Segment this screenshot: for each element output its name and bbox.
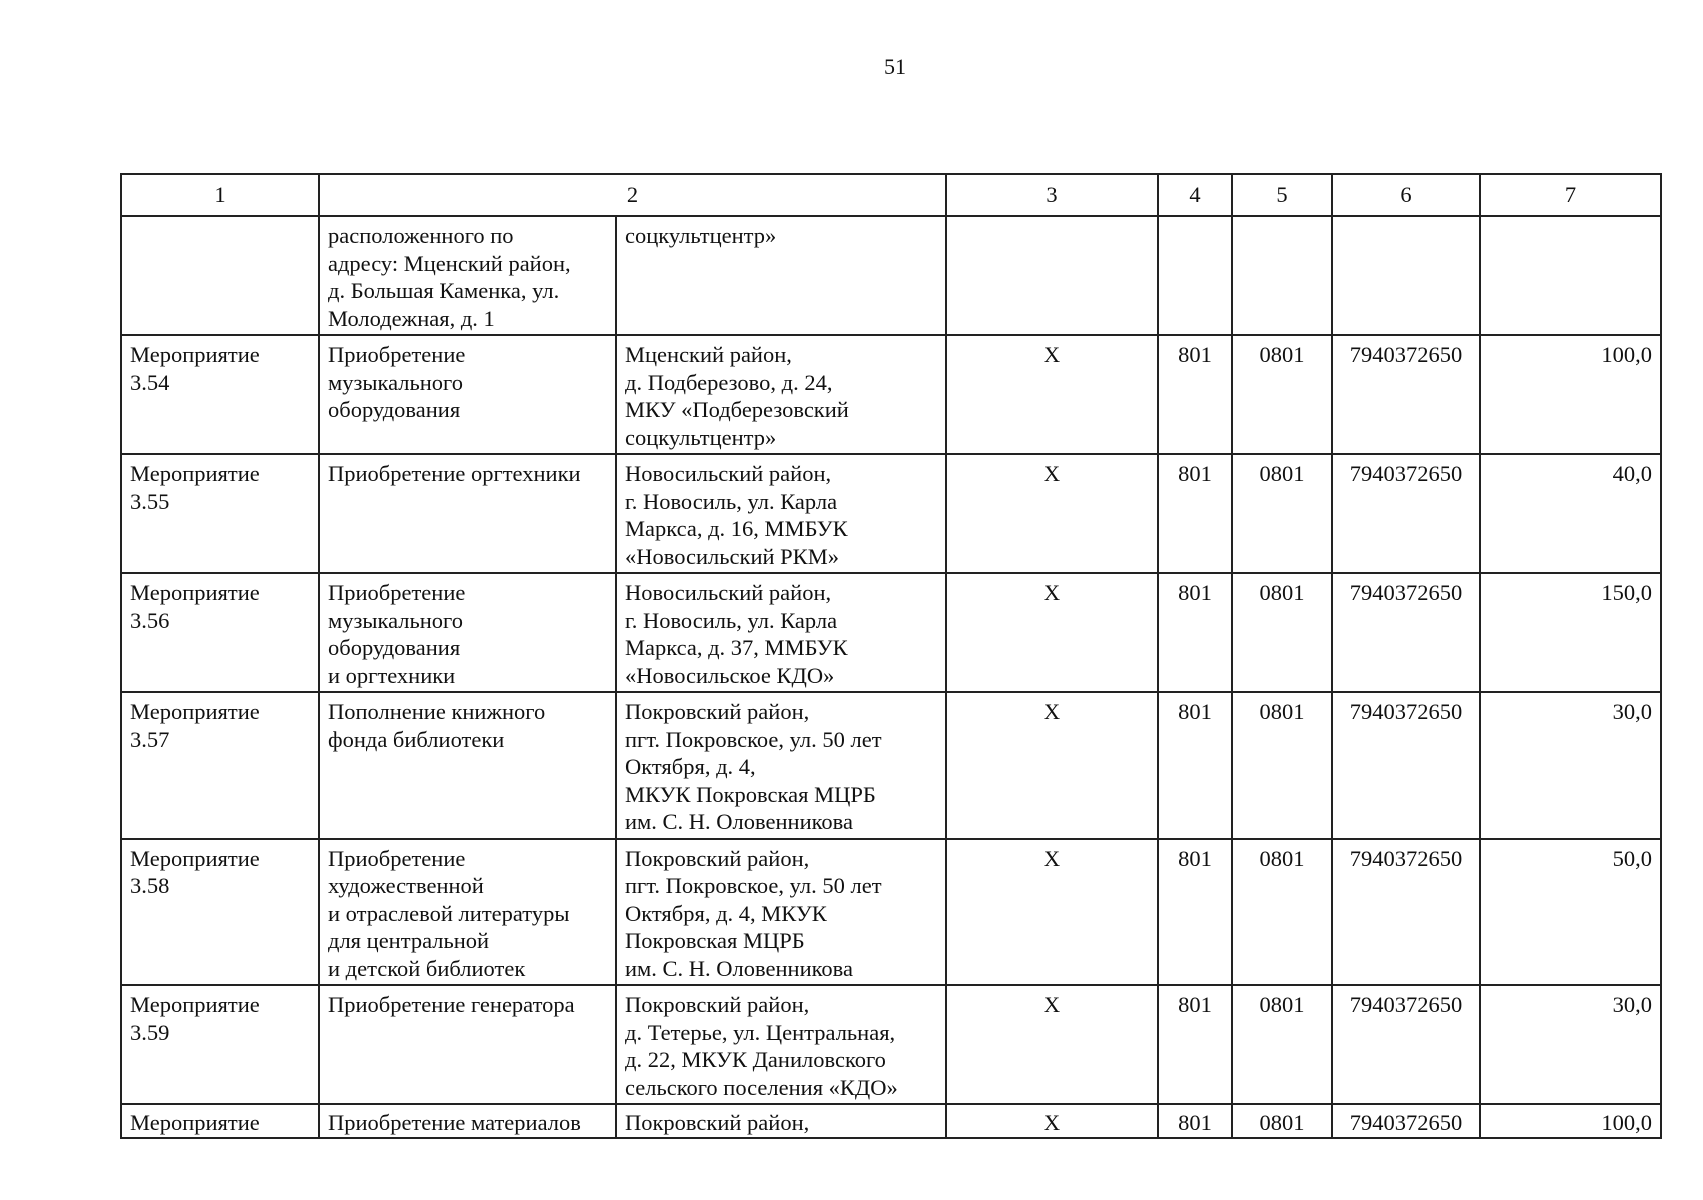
cell-col-3 xyxy=(946,216,1158,335)
table-row xyxy=(121,216,1661,335)
measure-id: Мероприятие 3.55 xyxy=(121,454,319,573)
cell-col-5: 0801 xyxy=(1232,839,1332,986)
cell-col-3: Х xyxy=(946,839,1158,986)
cell-col-6: 7940372650 xyxy=(1332,985,1480,1104)
cell-col-5: 0801 xyxy=(1232,1104,1332,1138)
cell-col-4: 801 xyxy=(1158,1104,1232,1138)
cell-col-5: 0801 xyxy=(1232,573,1332,692)
cell-col-4 xyxy=(1158,216,1232,335)
cell-col-5: 0801 xyxy=(1232,335,1332,454)
measure-id: Мероприятие 3.58 xyxy=(121,839,319,986)
measure-address: Покровский район, д. Тетерье, ул. Центральная, д. 22, МКУК Даниловского сельского поселения «КДО» xyxy=(616,985,946,1104)
header-col-2: 2 xyxy=(319,174,946,216)
table-row xyxy=(121,692,1661,839)
budget-table xyxy=(120,173,1662,1139)
cell-col-6: 7940372650 xyxy=(1332,692,1480,839)
header-col-6: 6 xyxy=(1332,174,1480,216)
header-col-7: 7 xyxy=(1480,174,1661,216)
measure-id: Мероприятие 3.56 xyxy=(121,573,319,692)
cell-col-5 xyxy=(1232,216,1332,335)
header-col-1: 1 xyxy=(121,174,319,216)
measure-address: Покровский район, xyxy=(616,1104,946,1138)
measure-id: Мероприятие 3.54 xyxy=(121,335,319,454)
cell-col-4: 801 xyxy=(1158,573,1232,692)
measure-id xyxy=(121,216,319,335)
cell-col-6 xyxy=(1332,216,1480,335)
measure-name: расположенного по адресу: Мценский район, д. Большая Каменка, ул. Молодежная, д. 1 xyxy=(319,216,616,335)
table-row xyxy=(121,1104,1661,1138)
cell-col-6: 7940372650 xyxy=(1332,1104,1480,1138)
cell-col-4: 801 xyxy=(1158,692,1232,839)
measure-id: Мероприятие 3.59 xyxy=(121,985,319,1104)
cell-col-4: 801 xyxy=(1158,454,1232,573)
measure-address: Мценский район, д. Подберезово, д. 24, МКУ «Подберезовский соцкультцентр» xyxy=(616,335,946,454)
cell-col-7: 150,0 xyxy=(1480,573,1661,692)
measure-id: Мероприятие 3.57 xyxy=(121,692,319,839)
table-row xyxy=(121,335,1661,454)
cell-col-7: 100,0 xyxy=(1480,335,1661,454)
cell-col-7: 50,0 xyxy=(1480,839,1661,986)
measure-address: Покровский район, пгт. Покровское, ул. 50 лет Октября, д. 4, МКУК Покровская МЦРБ им. С. Н. Оловенникова xyxy=(616,692,946,839)
cell-col-7: 40,0 xyxy=(1480,454,1661,573)
cell-col-6: 7940372650 xyxy=(1332,335,1480,454)
cell-col-4: 801 xyxy=(1158,985,1232,1104)
measure-name: Приобретение музыкального оборудования и оргтехники xyxy=(319,573,616,692)
header-row xyxy=(121,174,1661,216)
page-number: 51 xyxy=(884,54,906,79)
table-row xyxy=(121,839,1661,986)
measure-name: Приобретение оргтехники xyxy=(319,454,616,573)
cell-col-3: Х xyxy=(946,692,1158,839)
cell-col-7: 30,0 xyxy=(1480,692,1661,839)
cell-col-7: 30,0 xyxy=(1480,985,1661,1104)
table-row xyxy=(121,454,1661,573)
cell-col-6: 7940372650 xyxy=(1332,839,1480,986)
cell-col-3: Х xyxy=(946,335,1158,454)
cell-col-5: 0801 xyxy=(1232,985,1332,1104)
table-row xyxy=(121,573,1661,692)
cell-col-7: 100,0 xyxy=(1480,1104,1661,1138)
measure-name: Приобретение генератора xyxy=(319,985,616,1104)
measure-id: Мероприятие xyxy=(121,1104,319,1138)
measure-address: Покровский район, пгт. Покровское, ул. 50 лет Октября, д. 4, МКУК Покровская МЦРБ им. С. Н. Оловенникова xyxy=(616,839,946,986)
cell-col-3: Х xyxy=(946,985,1158,1104)
measure-address: Новосильский район, г. Новосиль, ул. Карла Маркса, д. 16, ММБУК «Новосильский РКМ» xyxy=(616,454,946,573)
cell-col-3: Х xyxy=(946,573,1158,692)
cell-col-6: 7940372650 xyxy=(1332,454,1480,573)
measure-name: Приобретение художественной и отраслевой литературы для центральной и детской библиотек xyxy=(319,839,616,986)
cell-col-4: 801 xyxy=(1158,335,1232,454)
header-col-5: 5 xyxy=(1232,174,1332,216)
measure-address: соцкультцентр» xyxy=(616,216,946,335)
table-row xyxy=(121,985,1661,1104)
measure-name: Приобретение музыкального оборудования xyxy=(319,335,616,454)
header-col-3: 3 xyxy=(946,174,1158,216)
cell-col-4: 801 xyxy=(1158,839,1232,986)
measure-name: Приобретение материалов xyxy=(319,1104,616,1138)
measure-address: Новосильский район, г. Новосиль, ул. Карла Маркса, д. 37, ММБУК «Новосильское КДО» xyxy=(616,573,946,692)
cell-col-7 xyxy=(1480,216,1661,335)
cell-col-3: Х xyxy=(946,1104,1158,1138)
cell-col-6: 7940372650 xyxy=(1332,573,1480,692)
cell-col-3: Х xyxy=(946,454,1158,573)
header-col-4: 4 xyxy=(1158,174,1232,216)
cell-col-5: 0801 xyxy=(1232,454,1332,573)
cell-col-5: 0801 xyxy=(1232,692,1332,839)
measure-name: Пополнение книжного фонда библиотеки xyxy=(319,692,616,839)
